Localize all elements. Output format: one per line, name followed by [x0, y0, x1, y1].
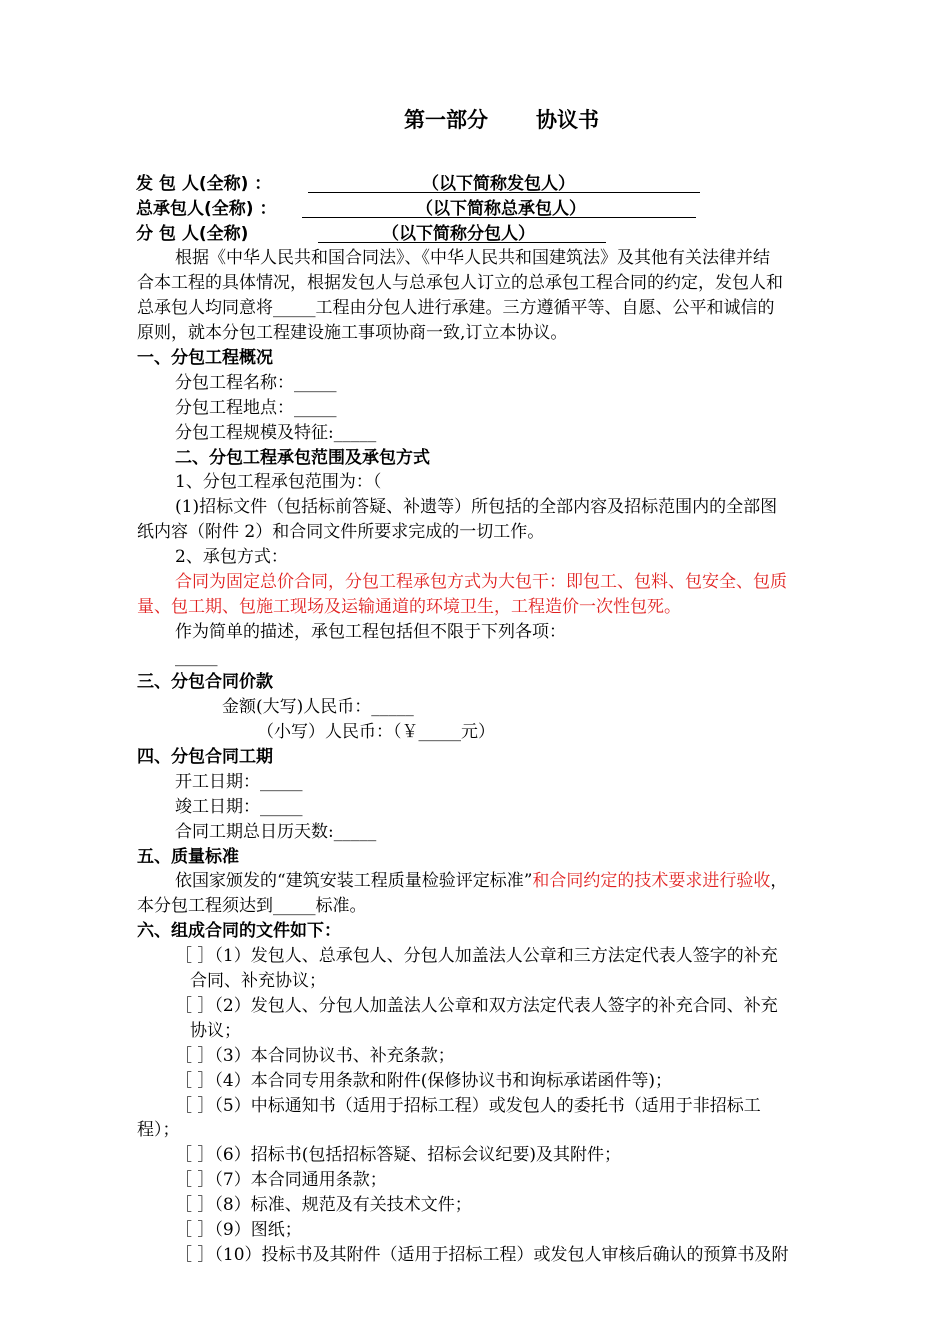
section-2-heading: 二、分包工程承包范围及承包方式 — [175, 448, 430, 468]
section-6-heading: 六、组成合同的文件如下： — [137, 921, 341, 941]
intro-line-2: 合本工程的具体情况，根据发包人与总承包人订立的总承包工程合同的约定，发包人和 — [137, 273, 783, 293]
doc-item-2-cont: 协议； — [190, 1021, 241, 1041]
doc-item-8: ［ ］（8）标准、规范及有关技术文件； — [175, 1195, 472, 1215]
doc-item-9: ［ ］（9）图纸； — [175, 1220, 302, 1240]
page-title — [404, 108, 599, 132]
sec5-line-1 — [175, 869, 787, 893]
sec5-line-2: 本分包工程须达到_____标准。 — [137, 896, 367, 916]
section-4-heading: 四、分包合同工期 — [137, 747, 273, 767]
doc-item-7: ［ ］（7）本合同通用条款； — [175, 1170, 387, 1190]
sec2-scope-line-1: (1)招标文件（包括标前答疑、补遗等）所包括的全部内容及招标范围内的全部图 — [175, 497, 778, 517]
sec4-start-date: 开工日期：_____ — [175, 772, 303, 792]
title-part: 第一部分 — [404, 108, 488, 132]
title-name: 协议书 — [536, 108, 599, 132]
sec1-item-scale: 分包工程规模及特征:_____ — [175, 423, 377, 443]
doc-item-1: ［ ］（1）发包人、总承包人、分包人加盖法人公章和三方法定代表人签字的补充 — [175, 946, 778, 966]
section-1-heading: 一、分包工程概况 — [137, 348, 273, 368]
section-3-heading: 三、分包合同价款 — [137, 672, 273, 692]
sec5-text-end: ， — [770, 871, 788, 891]
sec4-total-days: 合同工期总日历天数:_____ — [175, 822, 377, 842]
doc-item-5: ［ ］（5）中标通知书（适用于招标工程）或发包人的委托书（适用于非招标工 — [175, 1096, 761, 1116]
doc-item-5-cont: 程）； — [137, 1120, 180, 1140]
sec5-text-red: 和合同约定的技术要求进行验收 — [532, 871, 771, 891]
doc-item-3: ［ ］（3）本合同协议书、补充条款； — [175, 1046, 455, 1066]
party-employer-label: 发 包 人(全称) ： — [136, 174, 272, 194]
sec2-blank: _____ — [175, 647, 218, 667]
party-contractor-label: 总承包人(全称) ： — [136, 199, 277, 219]
doc-item-1-cont: 合同、补充协议； — [190, 971, 326, 991]
sec2-description: 作为简单的描述，承包工程包括但不限于下列各项： — [175, 622, 566, 642]
doc-item-6: ［ ］（6）招标书(包括招标答疑、招标会议纪要)及其附件； — [175, 1145, 621, 1165]
intro-line-3: 总承包人均同意将_____工程由分包人进行承建。三方遵循平等、自愿、公平和诚信的 — [137, 298, 775, 318]
doc-item-10: ［ ］（10）投标书及其附件（适用于招标工程）或发包人审核后确认的预算书及附 — [175, 1245, 789, 1265]
sec1-item-location: 分包工程地点：_____ — [175, 398, 337, 418]
sec2-mode-line-1: 合同为固定总价合同，分包工程承包方式为大包干：即包工、包料、包安全、包质 — [175, 572, 787, 592]
party-contractor-field — [302, 197, 696, 218]
sec2-mode-label: 2、承包方式： — [175, 547, 288, 567]
doc-item-2: ［ ］（2）发包人、分包人加盖法人公章和双方法定代表人签字的补充合同、补充 — [175, 996, 778, 1016]
intro-line-1: 根据《中华人民共和国合同法》、《中华人民共和国建筑法》及其他有关法律并结 — [175, 248, 770, 268]
sec1-item-name: 分包工程名称：_____ — [175, 373, 337, 393]
intro-line-4: 原则，就本分包工程建设施工事项协商一致,订立本协议。 — [137, 323, 568, 343]
party-subcontractor-label: 分 包 人(全称) — [136, 224, 249, 244]
party-subcontractor-note: （以下简称分包人） — [382, 224, 535, 244]
sec2-scope-label: 1、分包工程承包范围为：（ — [175, 472, 382, 492]
party-employer-field — [308, 172, 700, 193]
sec3-amount-upper: 金额(大写)人民币：_____ — [222, 697, 414, 717]
sec5-text-black: 依国家颁发的“建筑安装工程质量检验评定标准” — [175, 871, 533, 891]
doc-item-4: ［ ］（4）本合同专用条款和附件(保修协议书和询标承诺函件等)； — [175, 1071, 672, 1091]
party-contractor-note: （以下简称总承包人） — [416, 199, 586, 219]
party-subcontractor-field — [318, 222, 606, 243]
sec2-mode-line-2: 量、包工期、包施工现场及运输通道的环境卫生，工程造价一次性包死。 — [137, 597, 681, 617]
party-employer-note: （以下简称发包人） — [422, 174, 575, 194]
section-5-heading: 五、质量标准 — [137, 847, 239, 867]
sec4-completion-date: 竣工日期：_____ — [175, 797, 303, 817]
sec3-amount-lower: （小写）人民币：（￥_____元） — [257, 722, 495, 742]
sec2-scope-line-2: 纸内容（附件 2）和合同文件所要求完成的一切工作。 — [137, 522, 545, 542]
